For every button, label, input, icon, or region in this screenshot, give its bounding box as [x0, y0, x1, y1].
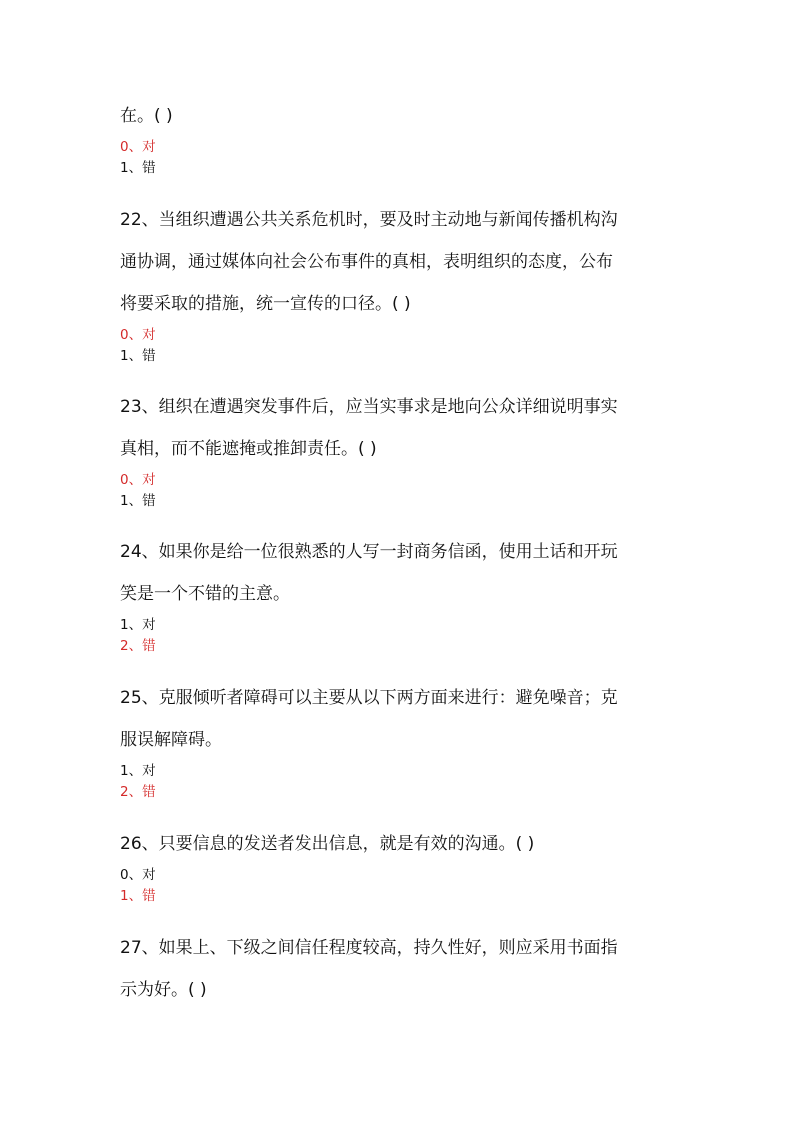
- question-25: [120, 677, 680, 803]
- question-stem-line: 26、只要信息的发送者发出信息，就是有效的沟通。( ): [120, 834, 535, 854]
- option-false: 1、错: [120, 348, 156, 364]
- question-24: [120, 531, 680, 657]
- option-false: 2、错: [120, 638, 156, 654]
- question-stem-line: 真相，而不能遮掩或推卸责任。( ): [120, 439, 377, 459]
- option-true: 0、对: [120, 867, 156, 883]
- question-stem-line: 24、如果你是给一位很熟悉的人写一封商务信函，使用土话和开玩: [120, 542, 618, 562]
- question-stem-line: 22、当组织遭遇公共关系危机时，要及时主动地与新闻传播机构沟: [120, 210, 618, 230]
- option-false: 2、错: [120, 784, 156, 800]
- question-stem-line: 通协调，通过媒体向社会公布事件的真相，表明组织的态度，公布: [120, 252, 613, 272]
- option-true: 0、对: [120, 139, 156, 155]
- question-stem-line: 笑是一个不错的主意。: [120, 584, 290, 604]
- option-true: 1、对: [120, 617, 156, 633]
- option-false: 1、错: [120, 493, 156, 509]
- question-23: [120, 386, 680, 512]
- question-stem-line: 将要采取的措施，统一宣传的口径。( ): [120, 294, 411, 314]
- option-true: 0、对: [120, 472, 156, 488]
- question-stem-line: 25、克服倾听者障碍可以主要从以下两方面来进行：避免噪音；克: [120, 688, 618, 708]
- option-false: 1、错: [120, 160, 156, 176]
- question-22: [120, 199, 680, 367]
- question-stem-line: 23、组织在遭遇突发事件后，应当实事求是地向公众详细说明事实: [120, 397, 618, 417]
- option-false: 1、错: [120, 888, 156, 904]
- question-stem-line: 示为好。( ): [120, 980, 207, 1000]
- question-stem-line: 在。( ): [120, 106, 173, 126]
- question-26: [120, 823, 680, 907]
- option-true: 0、对: [120, 327, 156, 343]
- question-21-continued: [120, 95, 680, 179]
- question-stem-line: 27、如果上、下级之间信任程度较高，持久性好，则应采用书面指: [120, 938, 618, 958]
- option-true: 1、对: [120, 763, 156, 779]
- question-stem-line: 服误解障碍。: [120, 730, 222, 750]
- question-27: [120, 927, 680, 1011]
